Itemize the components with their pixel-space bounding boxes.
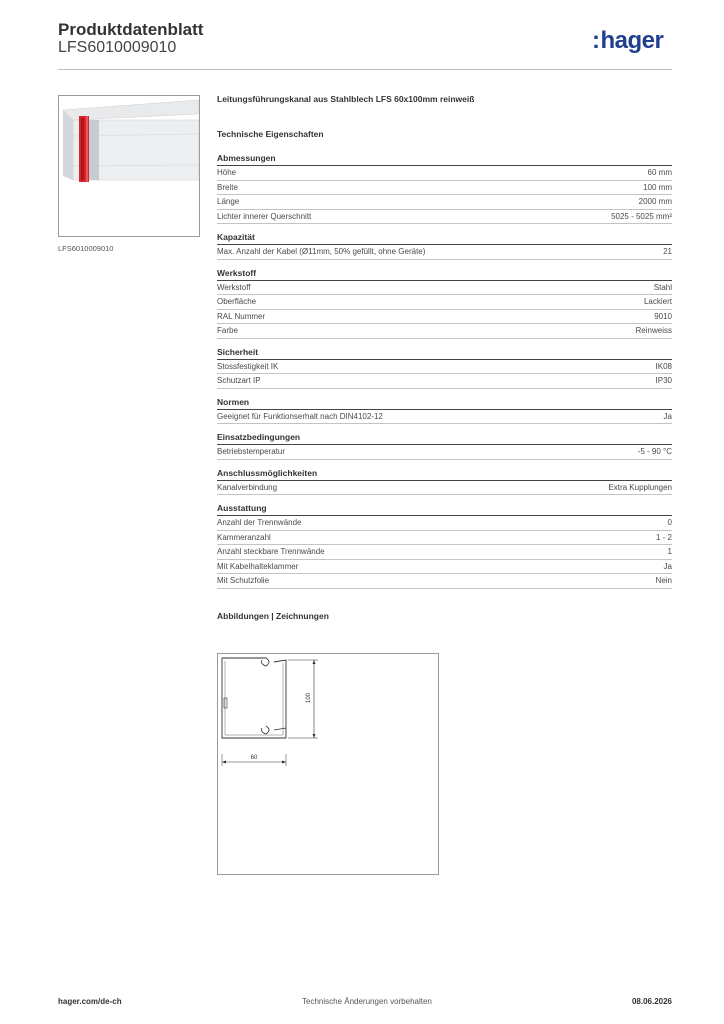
- property-label: RAL Nummer: [217, 311, 266, 321]
- property-row: [217, 195, 672, 210]
- property-row: [217, 310, 672, 325]
- property-row: [217, 481, 672, 496]
- property-row: [217, 360, 672, 375]
- hager-logo: :hager: [592, 27, 664, 54]
- property-row: [217, 531, 672, 546]
- section-title: Einsatzbedingungen: [217, 432, 672, 445]
- property-label: Geeignet für Funktionserhalt nach DIN4102-12: [217, 411, 383, 421]
- property-value: IK08: [655, 361, 672, 371]
- property-row: [217, 410, 672, 425]
- property-section: [217, 432, 672, 460]
- section-title: Sicherheit: [217, 347, 672, 360]
- dim-height-label: 100: [306, 692, 312, 704]
- property-value: Reinweiss: [635, 326, 672, 335]
- property-label: Kammeranzahl: [217, 532, 271, 542]
- section-title: Anschlussmöglichkeiten: [217, 468, 672, 481]
- property-label: Max. Anzahl der Kabel (Ø11mm, 50% gefüllt, ohne Geräte): [217, 247, 426, 256]
- property-row: [217, 210, 672, 225]
- section-title: Abmessungen: [217, 153, 672, 166]
- property-value: 21: [663, 247, 672, 256]
- property-label: Höhe: [217, 168, 237, 177]
- property-section: [217, 468, 672, 496]
- property-row: [217, 516, 672, 531]
- property-section: [217, 397, 672, 425]
- property-value: Ja: [663, 411, 672, 421]
- property-row: [217, 295, 672, 310]
- property-row: [217, 574, 672, 589]
- property-label: Anzahl der Trennwände: [217, 518, 302, 527]
- document-title: Produktdatenblatt: [58, 20, 204, 39]
- section-title: Ausstattung: [217, 503, 672, 516]
- product-name: Leitungsführungskanal aus Stahlblech LFS 60x100mm reinweiß: [217, 94, 475, 104]
- property-sections: [217, 153, 672, 589]
- property-section: [217, 153, 672, 224]
- property-section: [217, 347, 672, 389]
- property-section: [217, 268, 672, 339]
- property-label: Oberfläche: [217, 297, 257, 306]
- property-section: [217, 232, 672, 260]
- property-label: Werkstoff: [217, 282, 251, 292]
- property-row: [217, 166, 672, 181]
- section-title: Werkstoff: [217, 268, 672, 281]
- header-divider: [58, 69, 672, 70]
- property-label: Betriebstemperatur: [217, 447, 286, 456]
- property-value: 0: [667, 518, 672, 527]
- property-value: Stahl: [653, 282, 672, 292]
- property-value: 2000 mm: [638, 197, 672, 206]
- property-row: [217, 445, 672, 460]
- property-label: Lichter innerer Querschnitt: [217, 211, 312, 221]
- property-value: Nein: [655, 576, 672, 585]
- property-label: Stossfestigkeit IK: [217, 361, 279, 371]
- property-row: [217, 245, 672, 260]
- tech-heading: Technische Eigenschaften: [217, 129, 324, 139]
- property-row: [217, 545, 672, 560]
- technical-drawing: [217, 653, 439, 875]
- property-label: Kanalverbindung: [217, 482, 278, 492]
- property-row: [217, 324, 672, 339]
- property-label: Länge: [217, 197, 240, 206]
- property-value: 100 mm: [643, 182, 672, 192]
- property-label: Anzahl steckbare Trennwände: [217, 547, 325, 556]
- property-value: 9010: [654, 311, 672, 321]
- property-value: Extra Kupplungen: [608, 482, 672, 492]
- property-label: Breite: [217, 182, 238, 192]
- property-value: 5025 - 5025 mm²: [611, 211, 672, 221]
- property-section: [217, 503, 672, 589]
- dim-width-label: 60: [250, 755, 258, 761]
- property-label: Farbe: [217, 326, 238, 335]
- property-value: Ja: [663, 561, 672, 571]
- property-row: [217, 181, 672, 196]
- property-row: [217, 374, 672, 389]
- product-image: [58, 95, 200, 237]
- property-label: Schutzart IP: [217, 376, 261, 385]
- article-number: LFS6010009010: [58, 39, 177, 56]
- property-label: Mit Schutzfolie: [217, 576, 270, 585]
- property-value: 60 mm: [647, 168, 672, 177]
- property-label: Mit Kabelhalteklammer: [217, 561, 299, 571]
- property-value: IP30: [655, 376, 672, 385]
- footer-disclaimer: Technische Änderungen vorbehalten: [302, 997, 432, 1006]
- section-title: Normen: [217, 397, 672, 410]
- section-title: Kapazität: [217, 232, 672, 245]
- drawings-heading: Abbildungen | Zeichnungen: [217, 610, 329, 621]
- property-value: 1: [667, 547, 672, 556]
- property-row: [217, 560, 672, 575]
- image-caption: LFS6010009010: [58, 244, 114, 253]
- property-value: Lackiert: [643, 297, 672, 306]
- logo-text: hager: [600, 27, 664, 54]
- property-value: -5 - 90 °C: [637, 447, 672, 456]
- footer-website[interactable]: hager.com/de-ch: [58, 997, 122, 1006]
- property-value: 1 - 2: [655, 532, 672, 542]
- properties-panel: [217, 94, 672, 625]
- footer-date: 08.06.2026: [631, 997, 672, 1006]
- property-row: [217, 281, 672, 296]
